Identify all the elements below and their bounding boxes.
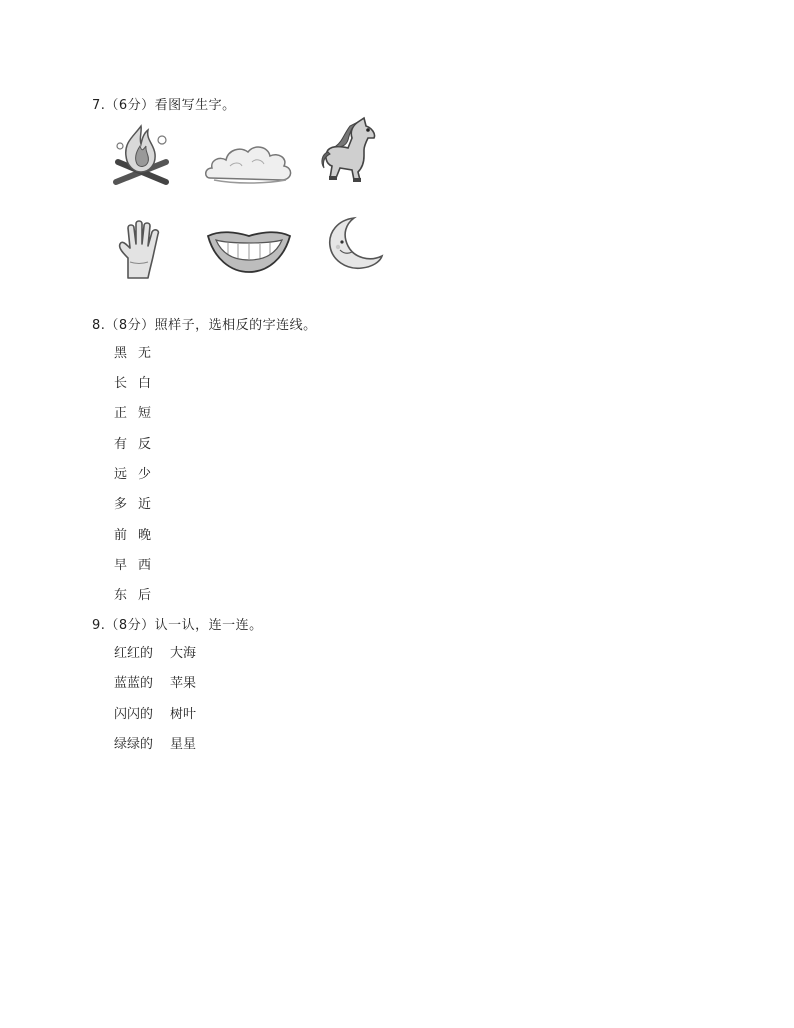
- antonym-right-char: 少: [138, 467, 152, 482]
- antonym-row: [114, 493, 151, 512]
- match-right-word: 大海: [170, 646, 197, 661]
- antonym-right-char: 无: [138, 346, 152, 361]
- match-left-phrase: 红红的: [114, 646, 154, 661]
- match-row: [114, 733, 196, 752]
- antonym-right-char: 后: [138, 588, 152, 603]
- match-left-phrase: 闪闪的: [114, 707, 154, 722]
- antonym-row: [114, 524, 151, 543]
- antonym-left-char: 前: [114, 528, 128, 543]
- antonym-right-char: 晚: [138, 528, 152, 543]
- antonym-left-char: 黑: [114, 346, 128, 361]
- antonym-left-char: 东: [114, 588, 128, 603]
- match-row: [114, 703, 196, 722]
- antonym-row: [114, 554, 151, 573]
- moon-icon: [326, 216, 386, 272]
- antonym-row: [114, 402, 151, 421]
- question-7-title: 7.（6分）看图写生字。: [92, 98, 236, 113]
- antonym-row: [114, 584, 151, 603]
- match-left-phrase: 绿绿的: [114, 737, 154, 752]
- horse-icon: [318, 116, 382, 184]
- match-right-word: 树叶: [170, 707, 197, 722]
- match-left-phrase: 蓝蓝的: [114, 676, 154, 691]
- antonym-row: [114, 372, 151, 391]
- cloud-icon: [204, 140, 294, 186]
- antonym-left-char: 长: [114, 376, 128, 391]
- antonym-left-char: 多: [114, 497, 128, 512]
- antonym-row: [114, 342, 151, 361]
- question-9-title: 9.（8分）认一认，连一连。: [92, 618, 263, 633]
- match-row: [114, 642, 196, 661]
- hand-icon: [114, 218, 168, 280]
- fire-icon: [110, 122, 172, 186]
- antonym-left-char: 远: [114, 467, 128, 482]
- question-8-title: 8.（8分）照样子，选相反的字连线。: [92, 318, 317, 333]
- antonym-right-char: 白: [138, 376, 152, 391]
- match-right-word: 星星: [170, 737, 197, 752]
- antonym-right-char: 反: [138, 437, 152, 452]
- mouth-icon: [206, 228, 292, 276]
- antonym-right-char: 短: [138, 406, 152, 421]
- antonym-left-char: 正: [114, 406, 128, 421]
- match-row: [114, 672, 196, 691]
- antonym-right-char: 西: [138, 558, 152, 573]
- antonym-left-char: 有: [114, 437, 128, 452]
- match-right-word: 苹果: [170, 676, 197, 691]
- antonym-left-char: 早: [114, 558, 128, 573]
- antonym-right-char: 近: [138, 497, 152, 512]
- antonym-row: [114, 463, 151, 482]
- antonym-row: [114, 433, 151, 452]
